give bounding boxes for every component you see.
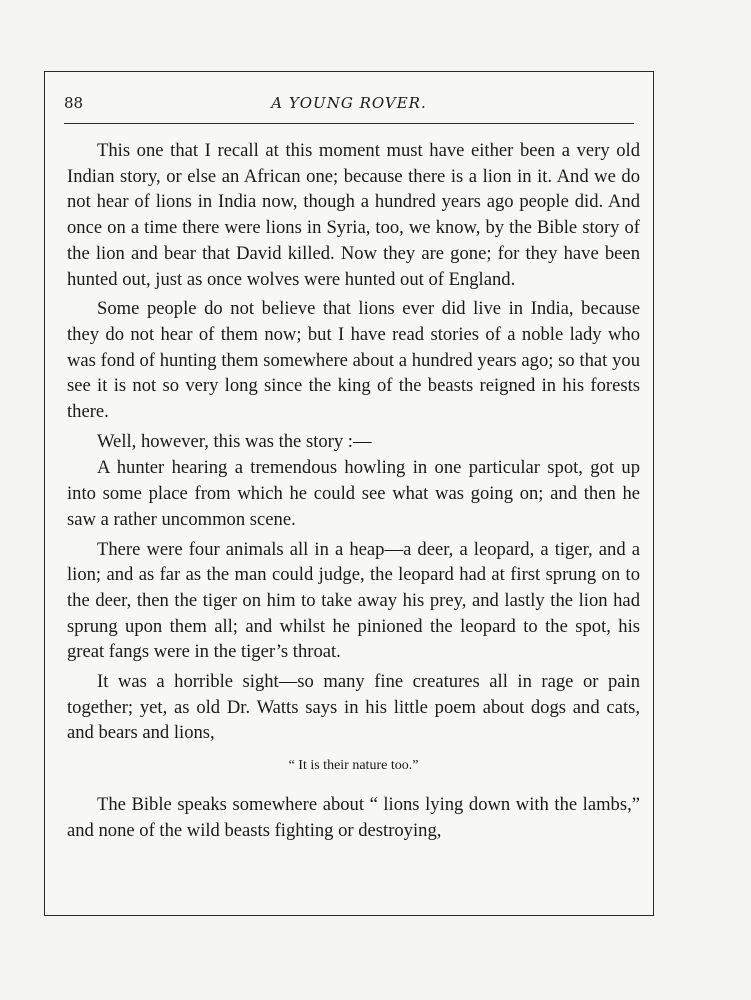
paragraph: Well, however, this was the story :—: [97, 430, 372, 452]
body-text: [67, 138, 640, 848]
page-number: 88: [64, 94, 84, 112]
running-title: A YOUNG ROVER.: [271, 94, 427, 112]
poem-quote: “ It is their nature too.”: [288, 758, 419, 774]
paragraph: This one that I recall at this moment must have either been a very old Indian story, or else an African one; because there is a lion in it. And we do not hear of lions in India now, though a hundred years ago people did. And once on a time there were lions in Syria, too, we know, by the Bible story of the lion and bear that David killed. Now they are gone; for they have been hunted out, just as once wolves were hunted out of England.: [67, 140, 640, 290]
paragraph: A hunter hearing a tremendous howling in one particular spot, got up into some place from which he could see what was going on; and then he saw a rather uncommon scene.: [67, 457, 640, 530]
paragraph: It was a horrible sight—so many fine creatures all in rage or pain together; yet, as old Dr. Watts says in his little poem about dogs and cats, and bears and lions,: [67, 671, 640, 744]
running-head: [64, 92, 634, 118]
paragraph: There were four animals all in a heap—a deer, a leopard, a tiger, and a lion; and as far as the man could judge, the leopard had at first sprung on to the deer, then the tiger on him to take away his prey, and lastly the lion had sprung upon them all; and whilst he pinioned the leopard to the spot, his great fangs were in the tiger’s throat.: [67, 538, 640, 663]
paragraph: Some people do not believe that lions ever did live in India, because they do not hear of them now; but I have read stories of a noble lady who was fond of hunting them somewhere about a hundred years ago; so that you see it is not so very long since the king of the beasts reigned in his forests there.: [67, 298, 640, 423]
paragraph: The Bible speaks somewhere about “ lions lying down with the lambs,” and none of the wild beasts fighting or destroying,: [67, 794, 640, 841]
header-rule: [64, 123, 634, 124]
